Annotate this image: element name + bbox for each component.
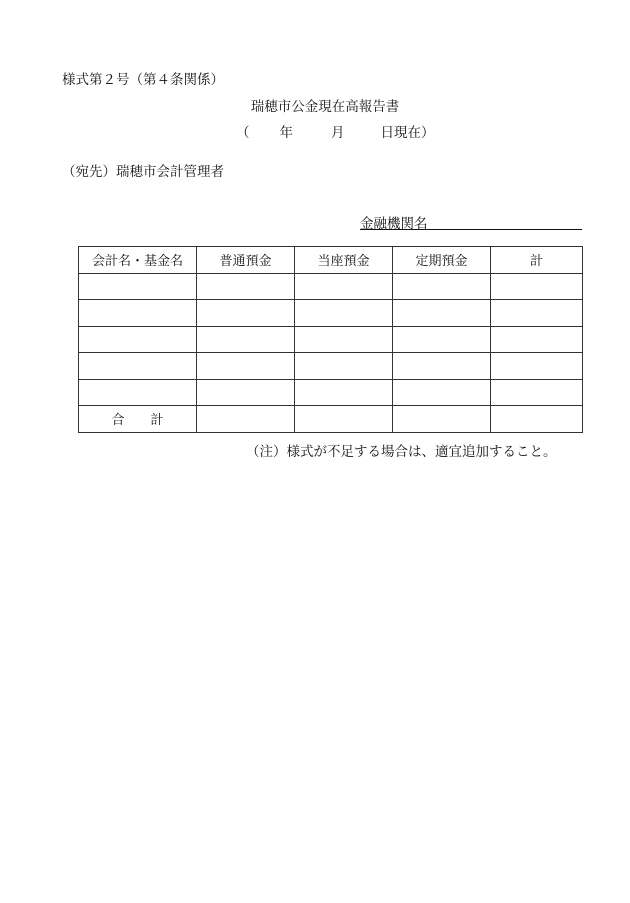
date-month-label: 月	[331, 125, 345, 141]
table-cell	[295, 353, 393, 380]
header-current-deposit: 当座預金	[295, 247, 393, 274]
bank-name-label: 金融機関名	[360, 216, 428, 232]
header-total: 計	[491, 247, 583, 274]
report-date-line	[236, 121, 435, 141]
table-row	[79, 353, 583, 380]
table-cell	[491, 300, 583, 327]
balance-table	[78, 246, 583, 433]
table-cell	[393, 273, 491, 300]
header-account-name: 会計名・基金名	[79, 247, 197, 274]
date-open-paren: （	[236, 125, 250, 141]
table-cell	[393, 326, 491, 353]
table-row	[79, 326, 583, 353]
table-cell	[295, 273, 393, 300]
table-cell	[393, 300, 491, 327]
document-title: 瑞穂市公金現在高報告書	[250, 99, 400, 115]
footnote: （注）様式が不足する場合は、適宜追加すること。	[246, 444, 557, 460]
table-cell	[393, 406, 491, 433]
table-cell	[79, 326, 197, 353]
table-row	[79, 379, 583, 406]
table-cell	[197, 300, 295, 327]
table-cell	[197, 353, 295, 380]
total-label: 合 計	[79, 406, 197, 433]
table-cell	[295, 326, 393, 353]
table-cell	[491, 379, 583, 406]
table-cell	[491, 406, 583, 433]
table-cell	[197, 326, 295, 353]
header-ordinary-deposit: 普通預金	[197, 247, 295, 274]
table-cell	[79, 353, 197, 380]
date-day-label: 日現在）	[380, 125, 435, 141]
bank-name-field	[360, 212, 582, 230]
table-cell	[491, 326, 583, 353]
table-row	[79, 273, 583, 300]
table-cell	[491, 353, 583, 380]
table-cell	[295, 406, 393, 433]
table-total-row	[79, 406, 583, 433]
table-cell	[295, 300, 393, 327]
addressee: （宛先）瑞穂市会計管理者	[62, 164, 224, 180]
table-row	[79, 300, 583, 327]
table-cell	[197, 273, 295, 300]
table-cell	[393, 379, 491, 406]
table-cell	[79, 300, 197, 327]
form-number: 様式第２号（第４条関係）	[62, 72, 224, 88]
table-cell	[79, 379, 197, 406]
table-cell	[197, 379, 295, 406]
table-cell	[295, 379, 393, 406]
table-cell	[79, 273, 197, 300]
table-cell	[393, 353, 491, 380]
table-cell	[491, 273, 583, 300]
table-header-row	[79, 247, 583, 274]
table-cell	[197, 406, 295, 433]
date-year-label: 年	[279, 125, 293, 141]
header-time-deposit: 定期預金	[393, 247, 491, 274]
